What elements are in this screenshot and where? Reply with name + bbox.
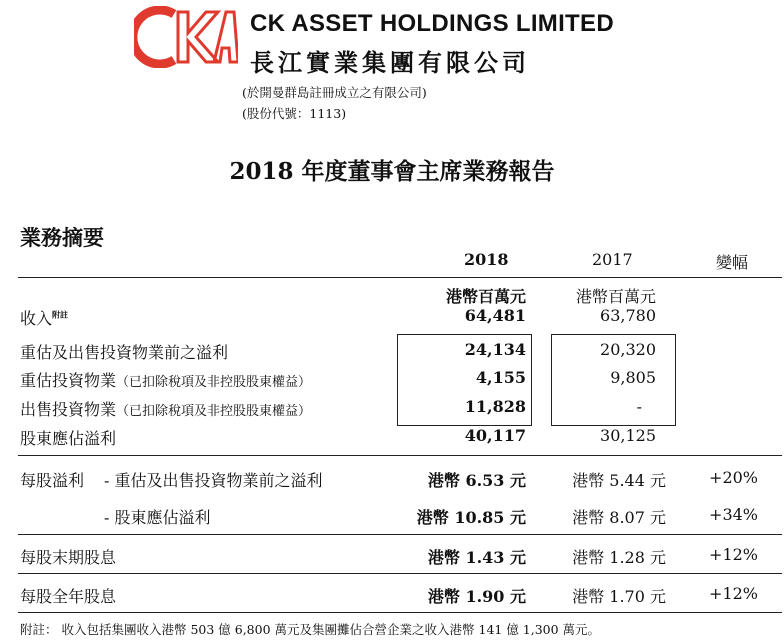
rule xyxy=(18,455,782,456)
attributable-profit-label: 股東應佔溢利 xyxy=(20,429,117,448)
footnote: 附註： 收入包括集團收入港幣 503 億 6,800 萬元及集團攤佔合營企業之收入港幣 141 億 1,300 萬元。 xyxy=(20,622,601,637)
stock-code: (股份代號：1113) xyxy=(242,106,347,121)
eps-2017: 港幣 8.07 元 xyxy=(572,508,666,527)
eps-label: 每股溢利 xyxy=(20,471,85,490)
rule xyxy=(18,534,782,535)
final-dividend-label: 每股末期股息 xyxy=(20,548,117,567)
company-name-chinese: 長江實業集團有限公司 xyxy=(250,49,530,77)
full-year-dividend-2017: 港幣 1.70 元 xyxy=(572,587,666,606)
attributable-profit-2018: 40,117 xyxy=(464,426,526,445)
full-year-dividend-2018: 港幣 1.90 元 xyxy=(427,587,526,606)
rule xyxy=(18,612,782,613)
profit-row-2018: 11,828 xyxy=(464,397,526,416)
unit-2017: 港幣百萬元 xyxy=(575,287,656,306)
profit-row-2017: - xyxy=(636,397,642,416)
rule xyxy=(18,573,782,574)
final-dividend-2018: 港幣 1.43 元 xyxy=(427,548,526,567)
eps-sub-label: - 股東應佔溢利 xyxy=(104,508,211,527)
report-title: 2018 年度董事會主席業務報告 xyxy=(229,158,555,185)
unit-2018: 港幣百萬元 xyxy=(445,287,526,306)
profit-row-2017: 9,805 xyxy=(610,368,656,387)
final-dividend-2017: 港幣 1.28 元 xyxy=(572,548,666,567)
incorporation-note: (於開曼群島註冊成立之有限公司) xyxy=(242,85,427,100)
final-dividend-change: +12% xyxy=(709,545,758,564)
eps-change: +34% xyxy=(709,505,758,524)
note-mark: 附註 xyxy=(52,309,69,320)
profit-row-label: 出售投資物業（已扣除稅項及非控股股東權益） xyxy=(20,400,312,419)
eps-sub-label: - 重估及出售投資物業前之溢利 xyxy=(104,471,323,490)
eps-2018: 港幣 10.85 元 xyxy=(416,508,526,527)
profit-row-2018: 24,134 xyxy=(464,340,526,359)
full-year-dividend-label: 每股全年股息 xyxy=(20,587,117,606)
cka-logo xyxy=(134,6,238,68)
eps-2017: 港幣 5.44 元 xyxy=(572,471,666,490)
column-change: 變幅 xyxy=(716,253,749,272)
profit-row-2017: 20,320 xyxy=(600,340,656,359)
column-2017: 2017 xyxy=(592,250,633,269)
profit-row-label: 重估及出售投資物業前之溢利 xyxy=(20,343,229,362)
revenue-2018: 64,481 xyxy=(464,306,526,325)
profit-row-2018: 4,155 xyxy=(475,368,526,387)
profit-row-label: 重估投資物業（已扣除稅項及非控股股東權益） xyxy=(20,371,312,390)
full-year-dividend-change: +12% xyxy=(709,584,758,603)
eps-change: +20% xyxy=(709,468,758,487)
attributable-profit-2017: 30,125 xyxy=(600,426,656,445)
column-2018: 2018 xyxy=(464,250,509,269)
company-name-english: CK ASSET HOLDINGS LIMITED xyxy=(250,10,614,37)
eps-2018: 港幣 6.53 元 xyxy=(427,471,526,490)
revenue-label: 收入$^{附註}$ xyxy=(20,309,69,328)
revenue-2017: 63,780 xyxy=(600,306,656,325)
header-rule xyxy=(18,277,782,278)
section-title: 業務摘要 xyxy=(20,226,104,250)
